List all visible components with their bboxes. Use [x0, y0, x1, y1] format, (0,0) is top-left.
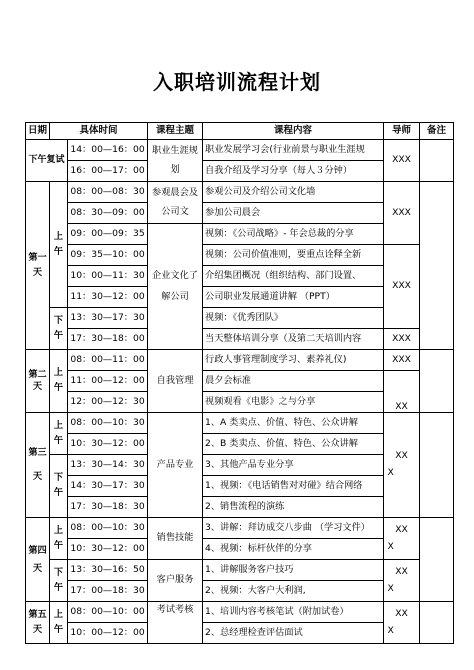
- mentor-text: X: [387, 540, 394, 552]
- time-cell: 08：00—10：30: [68, 413, 148, 434]
- header-time: 具体时间: [50, 123, 148, 140]
- content-cell: 2、视频：大客户大利润,: [203, 581, 384, 602]
- topic-cell: 参观晨会及公司文: [148, 182, 203, 224]
- remark-cell: [420, 182, 454, 350]
- mentor-text: XX: [395, 565, 408, 577]
- time-cell: 16：00—17：00: [68, 161, 148, 182]
- header-remark: 备注: [420, 123, 454, 140]
- mentor-text: XX: [395, 523, 408, 535]
- mentor-cell: XXX: [384, 350, 420, 371]
- topic-cell: 考试考核: [148, 602, 203, 644]
- period-label: 上午: [50, 602, 68, 644]
- time-cell: 10：00—11：30: [68, 266, 148, 287]
- time-cell: 14：30—17：30: [68, 476, 148, 497]
- table-row: [26, 245, 454, 266]
- header-row: [26, 123, 454, 140]
- remark-cell: [420, 518, 454, 602]
- content-cell: 介绍集团概况（组织结构、部门设置、: [203, 266, 384, 287]
- mentor-cell: XXX: [384, 140, 420, 182]
- mentor-cell: XX: [384, 371, 420, 413]
- mentor-cell: XXX: [384, 329, 420, 350]
- day-label: 第三天: [26, 413, 50, 518]
- time-cell: 08：00—10：00: [68, 602, 148, 623]
- period-label: 上午: [50, 413, 68, 455]
- time-cell: 10：00—12：00: [68, 623, 148, 644]
- topic-cell: 客户服务: [148, 560, 203, 602]
- table-row: [26, 518, 454, 539]
- remark-cell: [420, 350, 454, 413]
- time-cell: 10：30—12：00: [68, 434, 148, 455]
- period-label: 下午: [50, 308, 68, 350]
- mentor-cell: XXX: [384, 245, 420, 329]
- mentor-text: XX: [395, 607, 408, 619]
- header-content: 课程内容: [203, 123, 384, 140]
- content-cell: 职业发展学习会(行业前景与职业生涯规: [203, 140, 384, 161]
- mentor-cell: XXX: [384, 182, 420, 245]
- header-date: 日期: [26, 123, 50, 140]
- table-row: [26, 182, 454, 203]
- content-cell: 视频：《公司战略》- 年会总裁的分享: [203, 224, 384, 245]
- day-label: 第一天: [26, 182, 50, 350]
- content-cell: 1、培训内容考核笔试（附加试卷）: [203, 602, 384, 623]
- mentor-cell: [384, 602, 420, 644]
- training-schedule-table: [25, 122, 454, 644]
- content-cell: 1、A 类卖点、价值、特色、公众讲解: [203, 413, 384, 434]
- content-cell: 2、B 类卖点、价值、特色、公众讲解: [203, 434, 384, 455]
- period-label: 上午: [50, 350, 68, 413]
- header-topic: 课程主题: [148, 123, 203, 140]
- content-cell: 当天整体培训分享（及第二天培训内容: [203, 329, 384, 350]
- time-cell: 08：00—11：00: [68, 350, 148, 371]
- content-cell: 2、销售流程的演练: [203, 497, 384, 518]
- remark-cell: [420, 602, 454, 644]
- time-cell: 11：30—12：00: [68, 287, 148, 308]
- content-cell: 3、讲解：拜访成交八步曲 （学习文件）: [203, 518, 384, 539]
- mentor-text: X: [387, 467, 394, 478]
- content-cell: 1、视频：《电话销售对对碰》结合网络: [203, 476, 384, 497]
- content-cell: 晨夕会标准: [203, 371, 384, 392]
- topic-cell: 自我管理: [148, 350, 203, 413]
- table-row: [26, 371, 454, 392]
- header-mentor: 导师: [384, 123, 420, 140]
- content-cell: 3、其他产品专业分享: [203, 455, 384, 476]
- period-label: 上午: [50, 182, 68, 308]
- table-row: [26, 329, 454, 350]
- time-cell: 17：00—18：30: [68, 581, 148, 602]
- mentor-text: X: [387, 582, 394, 594]
- period-label: 下午: [50, 455, 68, 518]
- time-cell: 13：30—14：30: [68, 455, 148, 476]
- day-label: 第四天: [26, 518, 50, 602]
- remark-cell: [420, 413, 454, 518]
- time-cell: 14：00—16：00: [68, 140, 148, 161]
- topic-cell: 企业文化了解公司: [148, 224, 203, 350]
- time-cell: 11：00—12：00: [68, 371, 148, 392]
- mentor-cell: [384, 560, 420, 602]
- table-row: [26, 602, 454, 623]
- content-cell: 参观公司及介绍公司文化墙: [203, 182, 384, 203]
- time-cell: 08：00—10：30: [68, 518, 148, 539]
- mentor-text: XX: [395, 450, 408, 462]
- page-title: 入职培训流程计划: [153, 70, 321, 94]
- time-cell: 12：00—12：30: [68, 392, 148, 413]
- table-row: [26, 350, 454, 371]
- content-cell: 公司职业发展通道讲解 （PPT）: [203, 287, 384, 308]
- content-cell: 1、讲解服务客户技巧: [203, 560, 384, 581]
- day-label: 第五天: [26, 602, 50, 644]
- time-cell: 09：00—09：35: [68, 224, 148, 245]
- content-cell: 2、总经理检查评估面试: [203, 623, 384, 644]
- period-label: 下午: [50, 560, 68, 602]
- content-cell: 视频观看《电影》之与分享: [203, 392, 384, 413]
- day-label: 下午复试: [26, 140, 68, 182]
- content-cell: 参加公司晨会: [203, 203, 384, 224]
- mentor-cell: [384, 413, 420, 518]
- time-cell: 17：30—18：00: [68, 329, 148, 350]
- period-label: 上午: [50, 518, 68, 560]
- content-cell: 视频：公司价值准则，要重点诠释全新: [203, 245, 384, 266]
- time-cell: 17：30—18：30: [68, 497, 148, 518]
- time-cell: 10：30—12：00: [68, 539, 148, 560]
- content-cell: 视频：《优秀团队》: [203, 308, 384, 329]
- table-row: [26, 413, 454, 434]
- content-cell: 行政人事管理制度学习、素养礼仪): [203, 350, 384, 371]
- topic-cell: 销售技能: [148, 518, 203, 560]
- mentor-text: X: [387, 624, 394, 636]
- content-cell: 4、视频：标杆伙伴的分享: [203, 539, 384, 560]
- remark-cell: [420, 140, 454, 182]
- table-row: [26, 560, 454, 581]
- time-cell: 08：00—08：30: [68, 182, 148, 203]
- content-cell: 自我介绍及学习分享（每人３分钟）: [203, 161, 384, 182]
- time-cell: 13：30—16：50: [68, 560, 148, 581]
- day-label: 第二天: [26, 350, 50, 413]
- time-cell: 09：35—10：00: [68, 245, 148, 266]
- topic-cell: 产品专业: [148, 413, 203, 518]
- table-row: [26, 140, 454, 161]
- mentor-cell: [384, 518, 420, 560]
- time-cell: 08：30—09：00: [68, 203, 148, 224]
- time-cell: 13：30—17：30: [68, 308, 148, 329]
- topic-cell: 职业生涯规划: [148, 140, 203, 182]
